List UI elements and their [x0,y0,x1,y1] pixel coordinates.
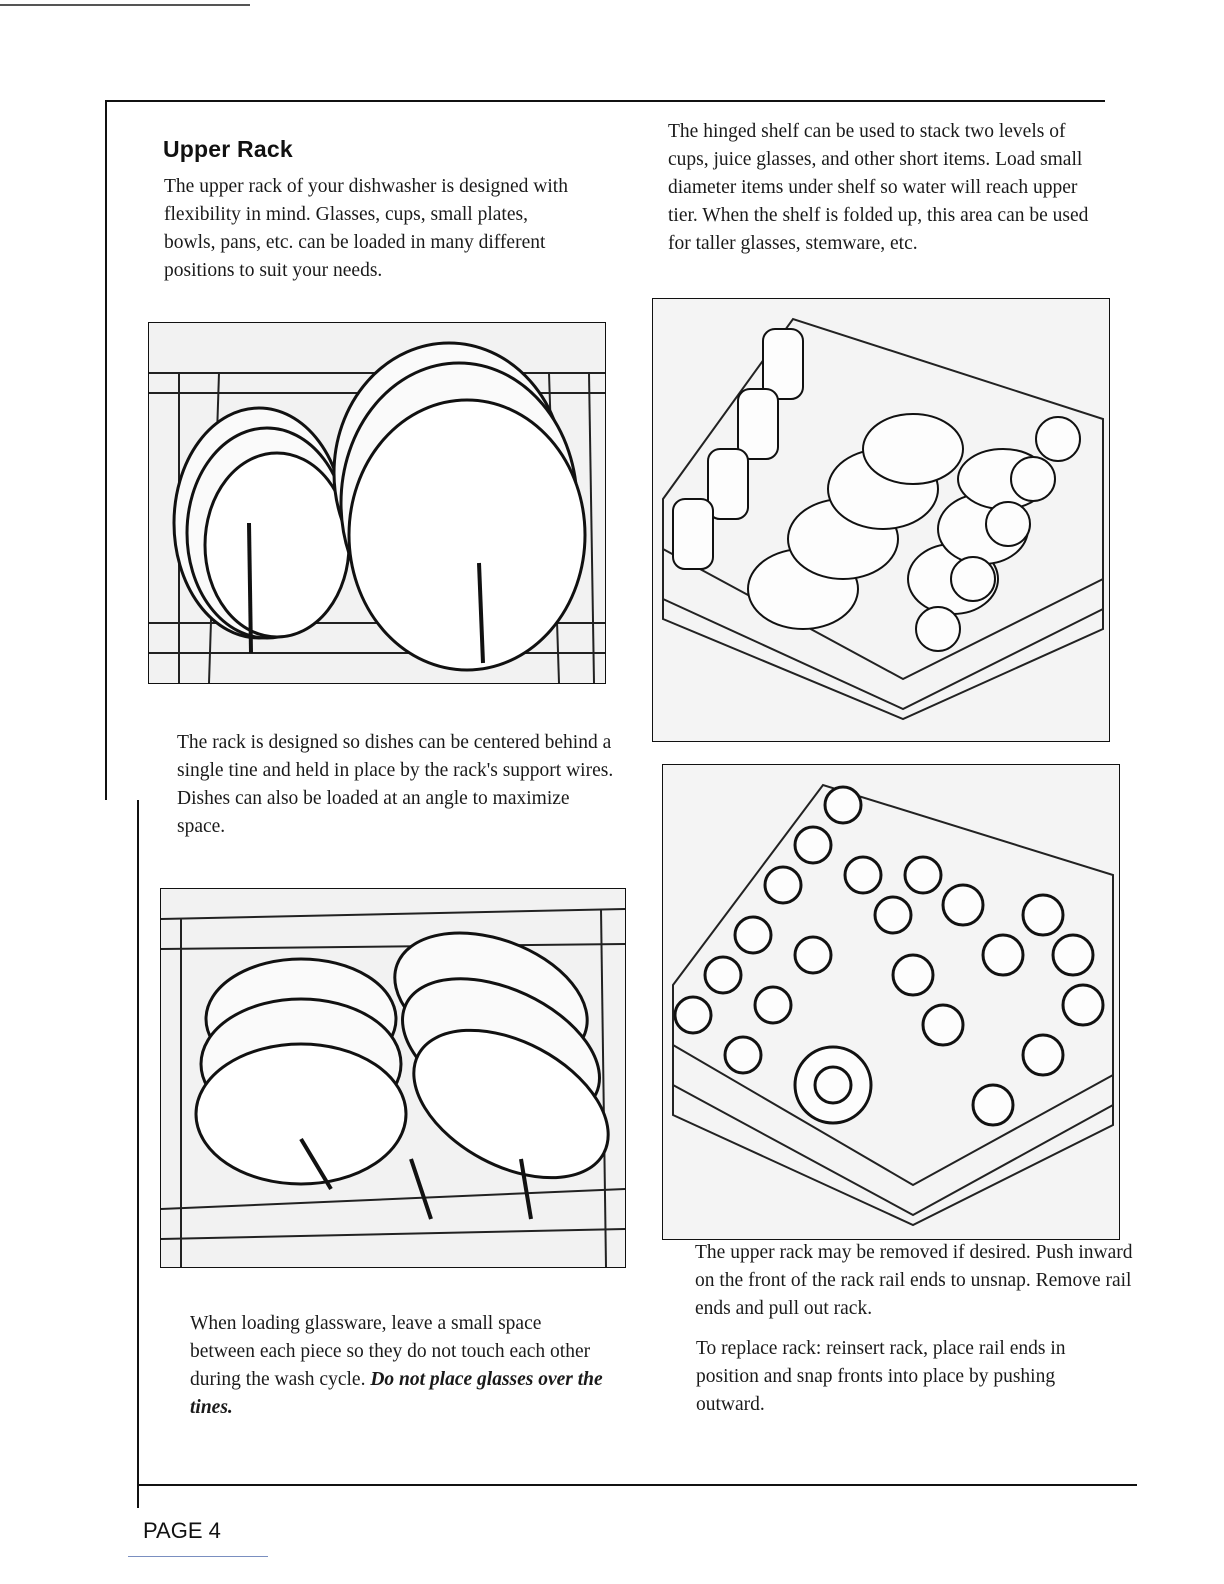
glassware-rack-illustration [662,764,1120,1240]
glassware-warning: Do not place glasses over the tines. [190,1369,603,1418]
removal-paragraph: The upper rack may be removed if desired. Push inward on the front of the rack rail ends to unsnap. Remove rail ends and pull out rack. [695,1242,1133,1319]
top-rule [105,100,1105,102]
bowls-angle-illustration [160,888,626,1268]
hinged-shelf-rack-illustration [652,298,1110,742]
section-heading: Upper Rack [163,136,293,162]
centering-paragraph: The rack is designed so dishes can be centered behind a single tine and held in place by the rack's support wires. Dishes can also be loaded at an angle to maximize space. [177,732,614,837]
left-rule-lower [137,800,139,1508]
scan-edge-line [0,4,250,6]
page-number: PAGE 4 [143,1518,221,1543]
replace-paragraph: To replace rack: reinsert rack, place rail ends in position and snap fronts into place by pushing outward. [696,1338,1066,1415]
footer-underline [128,1556,268,1557]
glassware-paragraph [190,1310,605,1422]
hinged-shelf-paragraph: The hinged shelf can be used to stack two levels of cups, juice glasses, and other short items. Load small diameter items under shelf so water will reach upper tier. When the shelf is folded up, this area can be used for taller glasses, stemware, etc. [668,121,1089,254]
intro-paragraph: The upper rack of your dishwasher is designed with flexibility in mind. Glasses, cups, small plates, bowls, pans, etc. can be loaded in many different positions to suit your needs. [164,176,568,281]
bottom-rule [137,1484,1137,1486]
plates-rack-illustration [148,322,606,684]
left-rule-upper [105,100,107,800]
glassware-note: When loading glassware, leave a small space between each piece so they do not touch each other during the wash cycle. [190,1313,591,1390]
